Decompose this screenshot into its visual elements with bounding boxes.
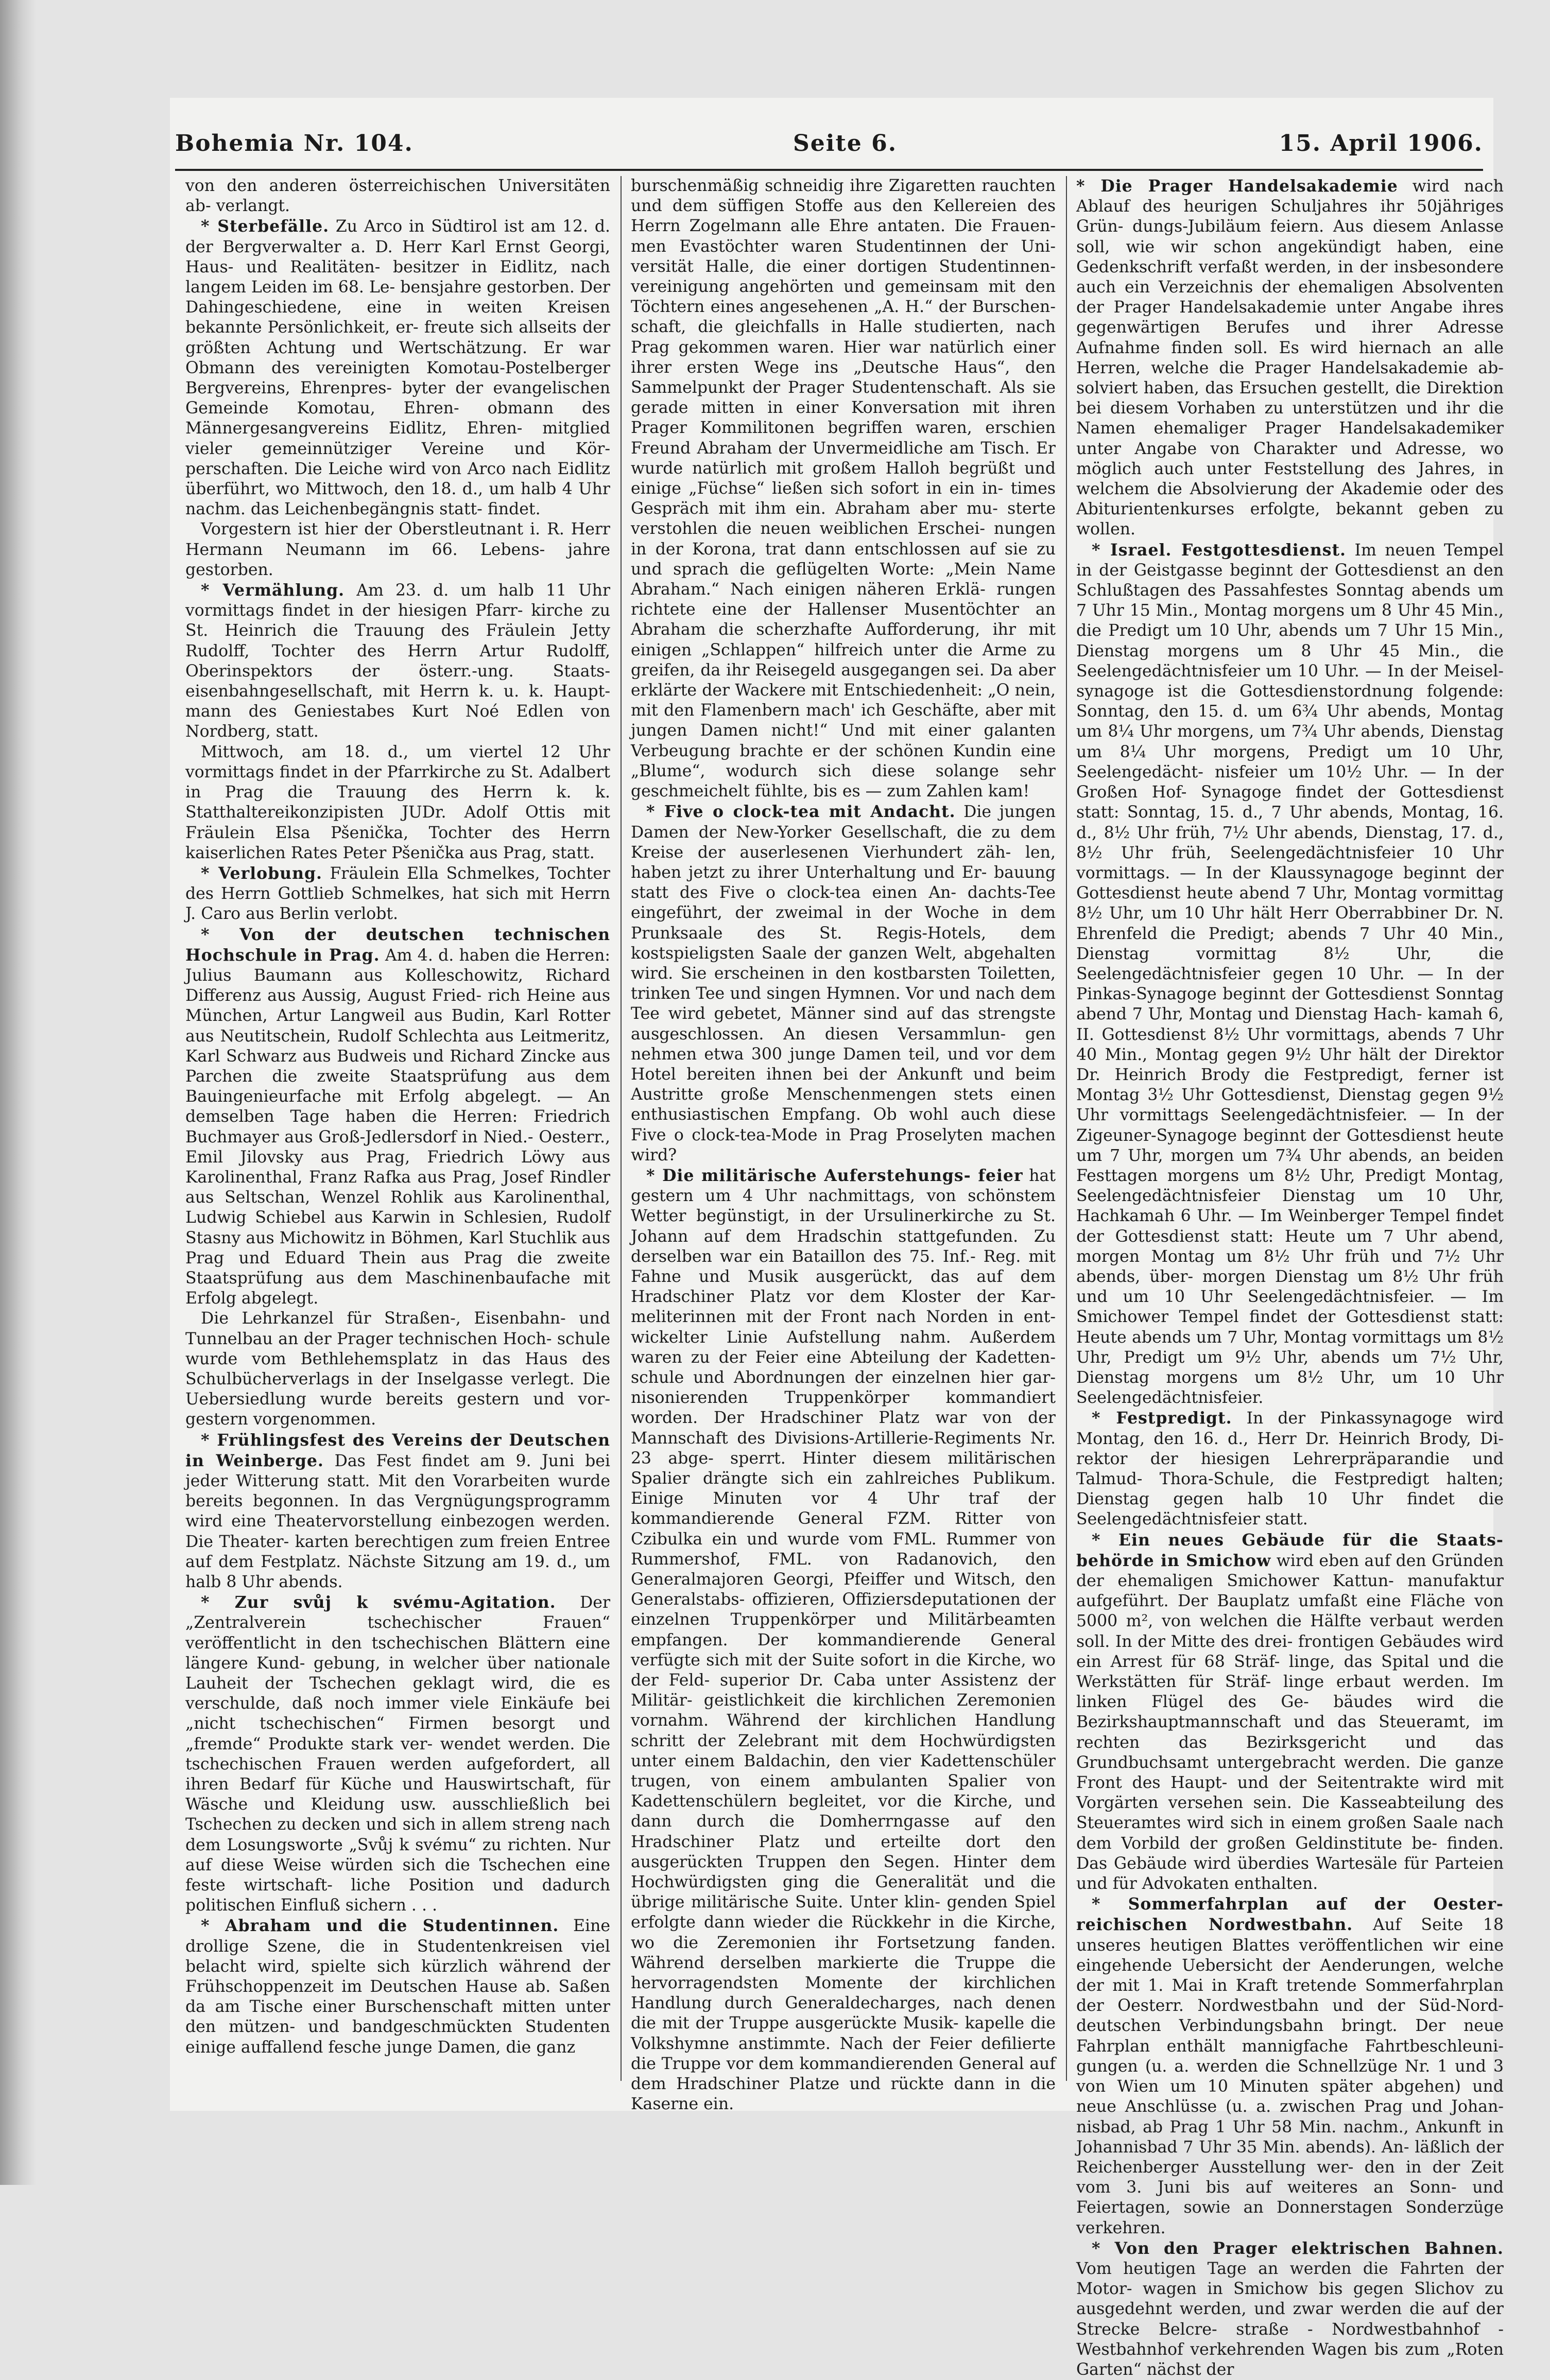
article-heading: * Die militärische Auferstehungs- feier — [646, 1166, 1023, 1185]
article-text: wird eben auf den Gründen der ehemaligen Smichower Kattun- manufaktur aufgeführt. Der Bauplatz umfaßt eine Fläche von 5000 m², von welchen die Hälfte verbaut werden soll. In der Mitte des drei- frontigen Gebäudes wird ein Arrest für 68 Sträf- linge, das Spital und die Werkstätten für Sträf- linge erbaut werden. Im linken Flügel des Ge- bäudes wird die Bezirkshauptmannschaft und das Steueramt, im rechten das Bezirksgericht und das Grundbuchsamt untergebracht werden. Die ganze Front des Haupt- und der Seitentrakte wird mit Vorgärten versehen sein. Die Kasseabteilung des Steueramtes wird sich in einem großen Saale nach dem Vorbild der großen Geldinstitute be- finden. Das Gebäude wird überdies Wartesäle für Parteien und für Advokaten enthalten. — [1076, 1551, 1504, 1893]
article-heading: * Von den Prager elektrischen Bahnen. — [1092, 2238, 1504, 2258]
article-text: Vorgestern ist hier der Oberstleutnant i. R. Herr Hermann Neumann im 66. Lebens- jahre gestorben. — [185, 520, 610, 579]
article-paragraph — [1076, 176, 1504, 540]
column-2 — [631, 176, 1056, 2114]
article-heading: * Five o clock-tea mit Andacht. — [646, 802, 956, 822]
article-text: Am 4. d. haben die Herren: Julius Baumann aus Kolleschowitz, Richard Differenz aus Aussig, August Fried- rich Heine aus München, Artur Langweil aus Budin, Karl Rotter aus Neutitschein, Rudolf Schlechta aus Leitmeritz, Karl Schwarz aus Budweis und Richard Zincke aus Parchen die zweite Staatsprüfung aus dem Bauingenieurfache mit Erfolg abgelegt. — An demselben Tage haben die Herren: Friedrich Buchmayer aus Groß-Jedlersdorf in Nied.- Oesterr., Emil Jilovsky aus Prag, Friedrich Löwy aus Karolinenthal, Franz Rafka aus Prag, Josef Rindler aus Seltschan, Wenzel Rohlik aus Karolinenthal, Ludwig Schiebel aus Karwin in Schlesien, Rudolf Stasny aus Michowitz in Böhmen, Karl Stuchlik aus Prag und Eduard Thein aus Prag die zweite Staatsprüfung aus dem Maschinenbaufache mit Erfolg abgelegt. — [185, 946, 610, 1308]
article-paragraph — [631, 176, 1056, 802]
article-text: Das Fest findet am 9. Juni bei jeder Witterung statt. Mit den Vorarbeiten wurde bereits begonnen. In das Vergnügungsprogramm wird eine Theatervorstellung einbezogen werden. Die Theater- karten berechtigen zum freien Entree auf dem Festplatz. Nächste Sitzung am 19. d., um halb 8 Uhr abends. — [185, 1451, 610, 1592]
article-heading: * Ein neues Gebäude für die Staats- behörde in Smichow — [1076, 1530, 1504, 1570]
article-heading: * Die Prager Handelsakademie — [1076, 177, 1398, 196]
article-text: Fräulein Ella Schmelkes, Tochter des Herrn Gottlieb Schmelkes, hat sich mit Herrn J. Caro aus Berlin verlobt. — [185, 864, 610, 924]
article-paragraph — [185, 1916, 610, 2057]
article-text: In der Pinkassynagoge wird Montag, den 16. d., Herr Dr. Heinrich Brody, Di- rektor der hiesigen Lehrerpräparandie und Talmud- Thora-Schule, die Festpredigt halten; Dienstag gegen halb 10 Uhr findet die Seelengedächtnisfeier statt. — [1076, 1409, 1504, 1529]
article-heading: * Zur svůj k svému-Agitation. — [201, 1593, 556, 1612]
article-heading: * Sterbefälle. — [201, 217, 330, 236]
newspaper-issue: Bohemia Nr. 104. — [175, 130, 414, 157]
scan-shadow — [0, 0, 36, 2185]
issue-date: 15. April 1906. — [1279, 130, 1483, 157]
article-text: Am 23. d. um halb 11 Uhr vormittags findet in der hiesigen Pfarr- kirche zu St. Heinrich die Trauung des Fräulein Jetty Rudolff, Tochter des Herrn Artur Rudolff, Oberinspektors der österr.-ung. Staats- eisenbahngesellschaft, mit Herrn k. u. k. Haupt- mann des Geniestabes Kurt Noé Edlen von Nordberg, statt. — [185, 581, 611, 741]
article-paragraph — [185, 519, 610, 580]
article-text: Die Lehrkanzel für Straßen-, Eisenbahn- und Tunnelbau an der Prager technischen Hoch- schule wurde vom Bethlehemsplatz in das Haus des Schulbücherverlags in der Inselgasse verlegt. Die Uebersiedlung wurde bereits gestern und vor- gestern vorgenommen. — [185, 1309, 610, 1429]
article-heading: * Von der deutschen technischen Hochschule in Prag. — [185, 925, 610, 965]
article-text: Zu Arco in Südtirol ist am 12. d. der Bergverwalter a. D. Herr Karl Ernst Georgi, Haus- und Realitäten- besitzer in Eidlitz, nach langem Leiden im 68. Le- bensjahre gestorben. Der Dahingeschiedene, eine in weiten Kreisen bekannte Persönlichkeit, er- freute sich allseits der größten Achtung und Wertschätzung. Er war Obmann des vereinigten Komotau-Postelberger Bergvereins, Ehrenpres- byter der evangelischen Gemeinde Komotau, Ehren- obmann des Männergesangvereins Eidlitz, Ehren- mitglied vieler gemeinnütziger Vereine und Kör- perschaften. Die Leiche wird von Arco nach Eidlitz überführt, wo Mittwoch, den 18. d., um halb 4 Uhr nachm. das Leichenbegängnis statt- findet. — [185, 217, 611, 519]
article-paragraph — [185, 1430, 610, 1593]
article-text: Die jungen Damen der New-Yorker Gesellschaft, die zu dem Kreise der auserlesenen Vierhundert zäh- len, haben jetzt zu ihrer Unterhaltung und Er- bauung statt des Five o clock-tea einen An- dachts-Tee eingeführt, der zweimal in der Woche in dem Prunksaale des St. Regis-Hotels, dem kostspieligsten Saale der ganzen Welt, abgehalten wird. Sie erscheinen in den kostbarsten Toiletten, trinken Tee und singen Hymnen. Vor und nach dem Tee wird gebetet, Männer sind auf das strengste ausgeschlossen. An diesen Versammlun- gen nehmen etwa 300 junge Damen teil, und vor dem Hotel bereiten ihnen bei der Ankunft und beim Austritte große Menschenmengen stets einen enthusiastischen Empfang. Ob wohl auch diese Five o clock-tea-Mode in Prag Proselyten machen wird? — [631, 803, 1056, 1165]
article-text: wird nach Ablauf des heurigen Schuljahres ihr 50jähriges Grün- dungs-Jubiläum feiern. Aus diesem Anlasse soll, wie wir schon angekündigt haben, eine Gedenkschrift verfaßt werden, in der insbesondere auch ein Verzeichnis der ehemaligen Absolventen der Prager Handelsakademie unter Angabe ihres gegenwärtigen Berufes und ihrer Adresse Aufnahme finden soll. Es wird hiernach an alle Herren, welche die Prager Handelsakademie ab- solviert haben, das Ersuchen gestellt, die Direktion bei diesem Vorhaben zu unterstützen und ihr die Namen ehemaliger Prager Handelsakademiker unter Angabe von Charakter und Adresse, wo möglich auch unter Feststellung des Jahres, in welchem die Absolvierung der Akademie oder des Abiturientenkurses erfolgte, bekannt geben zu wollen. — [1076, 177, 1504, 539]
article-heading: * Israel. Festgottesdienst. — [1092, 540, 1346, 560]
page-number: Seite 6. — [793, 130, 898, 157]
column-divider — [1066, 176, 1067, 2081]
column-divider — [621, 176, 622, 2081]
article-text: von den anderen österreichischen Universitäten ab- verlangt. — [185, 177, 610, 216]
article-paragraph — [1076, 1894, 1504, 2238]
article-paragraph — [185, 925, 610, 1309]
article-text: Vom heutigen Tage an werden die Fahrten der Motor- wagen in Smichow bis gegen Slichov zu ausgedehnt werden, und zwar werden die auf der Strecke Belcre- straße - Nordwestbahnhof - Westbahnhof verkehrenden Wagen bis zum „Roten Garten“ nächst der — [1076, 2259, 1504, 2379]
article-paragraph — [631, 802, 1056, 1166]
article-heading: * Frühlingsfest des Vereins der Deutschen in Weinberge. — [185, 1430, 610, 1470]
article-text: Eine drollige Szene, die in Studentenkreisen viel belacht wird, spielte sich kürzlich während der Frühschoppenzeit im Deutschen Hause ab. Saßen da am Tische einer Burschenschaft mitten unter den mützen- und bandgeschmückten Studenten einige auffallend fesche junge Damen, die ganz — [185, 1917, 611, 2057]
article-paragraph — [185, 1309, 610, 1430]
article-paragraph — [185, 176, 610, 216]
article-paragraph — [1076, 540, 1504, 1409]
article-paragraph — [1076, 2238, 1504, 2380]
column-3 — [1076, 176, 1504, 2379]
article-paragraph — [185, 1592, 610, 1916]
article-paragraph — [631, 1166, 1056, 2115]
article-text: hat gestern um 4 Uhr nachmittags, von schönstem Wetter begünstigt, in der Ursulinerkirche zu St. Johann auf dem Hradschin stattgefunden. Zu derselben war ein Bataillon des 75. Inf.- Reg. mit Fahne und Musik ausgerückt, das auf dem Hradschiner Platz vor dem Kloster der Kar- meliterinnen mit der Front nach Norden in ent- wickelter Linie Aufstellung nahm. Außerdem waren zu der Feier eine Abteilung der Kadetten- schule und Abordnungen der einzelnen hier gar- nisonierenden Truppenkörper kommandiert worden. Der Hradschiner Platz war von der Mannschaft des Divisions-Artillerie-Regiments Nr. 23 abge- sperrt. Hinter diesem militärischen Spalier drängte sich ein zahlreiches Publikum. Einige Minuten vor 4 Uhr traf der kommandierende General FZM. Ritter von Czibulka ein und wurde vom FML. Rummer von Rummershof, FML. von Radanovich, den Generalmajoren Georgi, Pfeiffer und Witsch, den Generalstabs- offizieren, Offiziersdeputationen der einzelnen Truppenkörper und Militärbeamten empfangen. Der kommandierende General verfügte sich mit der Suite sofort in die Kirche, wo der Feld- superior Dr. Caba unter Assistenz der Militär- geistlichkeit die kirchlichen Zeremonien vornahm. Während der kirchlichen Handlung schritt der Zelebrant mit dem Hochwürdigsten unter einem Baldachin, den vier Kadettenschüler trugen, von einem ambulanten Spalier von Kadettenschülern begleitet, vor die Kirche, und dann durch die Domherrngasse auf den Hradschiner Platz und erteilte dort den ausgerückten Truppen den Segen. Hinter dem Hochwürdigsten ging die Generalität und die übrige militärische Suite. Unter klin- genden Spiel erfolgte dann wieder die Rückkehr in die Kirche, wo die Zeremonien ihr Fortsetzung fanden. Während derselben markierte die Truppe die hervorragendsten Momente der kirchlichen Handlung durch Generaldecharges, nach denen die mit der Truppe ausgerückte Musik- kapelle die Volkshymne anstimmte. Nach der Feier defilierte die Truppe vor dem kommandierenden General auf dem Hradschiner Platze und rückte dann in die Kaserne ein. — [631, 1166, 1056, 2114]
article-text: burschenmäßig schneidig ihre Zigaretten rauchten und dem süffigen Stoffe aus den Kellereien des Herrn Zogelmann alle Ehre antaten. Die Frauen- men Evastöchter waren Studentinnen der Uni- versität Halle, die einer dortigen Studentinnen- vereinigung angehörten und gemeinsam mit den Töchtern eines angesehenen „A. H.“ der Burschen- schaft, die gleichfalls in Halle studierten, nach Prag gekommen waren. Hier war natürlich einer ihrer ersten Wege ins „Deutsche Haus“, den Sammelpunkt der Prager Studentenschaft. Als sie gerade mitten in einer Konversation mit ihren Prager Kommilitonen begriffen waren, erschien Freund Abraham der Unvermeidliche am Tisch. Er wurde natürlich mit großem Halloh begrüßt und einige „Füchse“ ließen sich sofort in ein in- times Gespräch mit ihm ein. Abraham aber mu- sterte verstohlen die neuen weiblichen Erschei- nungen in der Korona, trat dann entschlossen auf sie zu und sprach die geflügelten Worte: „Mein Name Abraham.“ Nach einigen näheren Erklä- rungen richtete eine der Hallenser Musentöchter an Abraham die scherzhafte Aufforderung, ihr mit einigen „Schlappen“ hilfreich unter die Arme zu greifen, da ihr Reisegeld ausgegangen sei. Da aber erklärte der Wackere mit Entschiedenheit: „O nein, mit den Flamenbern mach' ich Geschäfte, aber mit jungen Damen nicht!“ Und mit einer galanten Verbeugung brachte er der schönen Kundin eine „Blume“, wodurch sich diese solange sehr geschmeichelt fühlte, bis es — zum Zahlen kam! — [631, 177, 1056, 801]
article-heading: * Verlobung. — [201, 863, 322, 883]
article-paragraph — [1076, 1408, 1504, 1530]
article-paragraph — [185, 742, 610, 863]
article-text: Auf Seite 18 unseres heutigen Blattes veröffentlichen wir eine eingehende Uebersicht der Aenderungen, welche der mit 1. Mai in Kraft tretende Sommerfahrplan der Oesterr. Nordwestbahn und der Süd-Nord- deutschen Verbindungsbahn bringt. Der neue Fahrplan enthält mannigfache Fahrtbeschleuni- gungen (u. a. werden die Schnellzüge Nr. 1 und 3 von Wien um 10 Minuten später abgehen) und neue Anschlüsse (u. a. zwischen Prag und Johan- nisbad, ab Prag 1 Uhr 58 Min. nachm., Ankunft in Johannisbad 7 Uhr 35 Min. abends). An- läßlich der Reichenberger Ausstellung wer- den in der Zeit vom 3. Juni bis auf weiteres an Sonn- und Feiertagen, sowie an Donnerstagen Sonderzüge verkehren. — [1076, 1916, 1504, 2237]
article-paragraph — [185, 580, 610, 742]
article-heading: * Festpredigt. — [1092, 1409, 1232, 1428]
article-heading: * Vermählung. — [201, 581, 345, 600]
article-paragraph — [1076, 1530, 1504, 1895]
article-heading: * Abraham und die Studentinnen. — [201, 1916, 559, 1936]
article-paragraph — [185, 216, 610, 519]
header-rule — [175, 169, 1483, 171]
article-text: Im neuen Tempel in der Geistgasse beginnt der Gottesdienst an den Schlußtagen des Passahfestes Sonntag abends um 7 Uhr 15 Min., Montag morgens um 8 Uhr 45 Min., die Predigt um 10 Uhr, abends um 7 Uhr 15 Min., Dienstag morgens um 8 Uhr 45 Min., die Seelengedächtnisfeier um 10 Uhr. — In der Meisel- synagoge ist die Gottesdienstordnung folgende: Sonntag, den 15. d. um 6¾ Uhr abends, Montag um 8¼ Uhr morgens, um 7¾ Uhr abends, Dienstag um 8¼ Uhr morgens, Predigt um 10 Uhr, Seelengedächt- nisfeier um 10½ Uhr. — In der Großen Hof- Synagoge findet der Gottesdienst statt: Sonntag, 15. d., 7 Uhr abends, Montag, 16. d., 8½ Uhr früh, 7½ Uhr abends, Dienstag, 17. d., 8½ Uhr früh, Seelengedächtnisfeier 10 Uhr vormittags. — In der Klaussynagoge beginnt der Gottesdienst heute abend 7 Uhr, Montag vormittag 8½ Uhr, um 10 Uhr hält Herr Oberrabbiner Dr. N. Ehrenfeld die Predigt; abends 7 Uhr 40 Min., Dienstag vormittag 8½ Uhr, die Seelengedächtnisfeier gegen 10 Uhr. — In der Pinkas-Synagoge beginnt der Gottesdienst Sonntag abend 7 Uhr, Montag und Dienstag Hach- kamah 6, II. Gottesdienst 8½ Uhr vormittags, abends 7 Uhr 40 Min., Montag gegen 9½ Uhr hält der Direktor Dr. Heinrich Brody die Festpredigt, ferner ist Montag 3½ Uhr Gottesdienst, Dienstag gegen 9½ Uhr vormittags Seelengedächtnisfeier. — In der Zigeuner-Synagoge beginnt der Gottesdienst heute um 7 Uhr, morgen um 7¾ Uhr abends, an beiden Festtagen morgens um 8½ Uhr, Predigt Montag, Seelengedächtnisfeier Dienstag um 10 Uhr, Hachkamah 6 Uhr. — Im Weinberger Tempel findet der Gottesdienst statt: Heute um 7 Uhr abend, morgen Montag um 8½ Uhr früh und 7½ Uhr abends, über- morgen Dienstag um 8½ Uhr früh und um 10 Uhr Seelengedächtnisfeier. — Im Smichower Tempel findet der Gottesdienst statt: Heute abends um 7 Uhr, Montag vormittags um 8½ Uhr, Predigt um 9½ Uhr, abends um 7½ Uhr, Dienstag morgens um 8½ Uhr, um 10 Uhr Seelengedächtnisfeier. — [1076, 541, 1504, 1408]
article-heading: * Sommerfahrplan auf der Oester- reichischen Nordwestbahn. — [1076, 1895, 1504, 1935]
column-1 — [185, 176, 610, 2081]
article-text: Mittwoch, am 18. d., um viertel 12 Uhr vormittags findet in der Pfarrkirche zu St. Adalbert in Prag die Trauung des Herrn k. k. Statthaltereikonzipisten JUDr. Adolf Ottis mit Fräulein Elsa Pšenička, Tochter des Herrn kaiserlichen Rates Peter Pšenička aus Prag, statt. — [185, 742, 610, 862]
article-text: Der „Zentralverein tschechischer Frauen“ veröffentlicht in den tschechischen Blättern eine längere Kund- gebung, in welcher über nationale Lauheit der Tschechen geklagt wird, die es verschulde, daß noch immer viele Einkäufe bei „nicht tschechischen“ Firmen besorgt und „fremde“ Produkte stark ver- wendet werden. Die tschechischen Frauen werden aufgefordert, all ihren Bedarf für Küche und Hauswirtschaft, für Wäsche und Kleidung usw. ausschließlich bei Tschechen zu decken und sich in allem streng nach dem Losungsworte „Svůj k svému“ zu richten. Nur auf diese Weise würden sich die Tschechen eine feste wirtschaft- liche Position und dadurch politischen Einfluß sichern . . . — [185, 1593, 610, 1915]
article-paragraph — [185, 863, 610, 925]
page-header — [175, 125, 1483, 171]
